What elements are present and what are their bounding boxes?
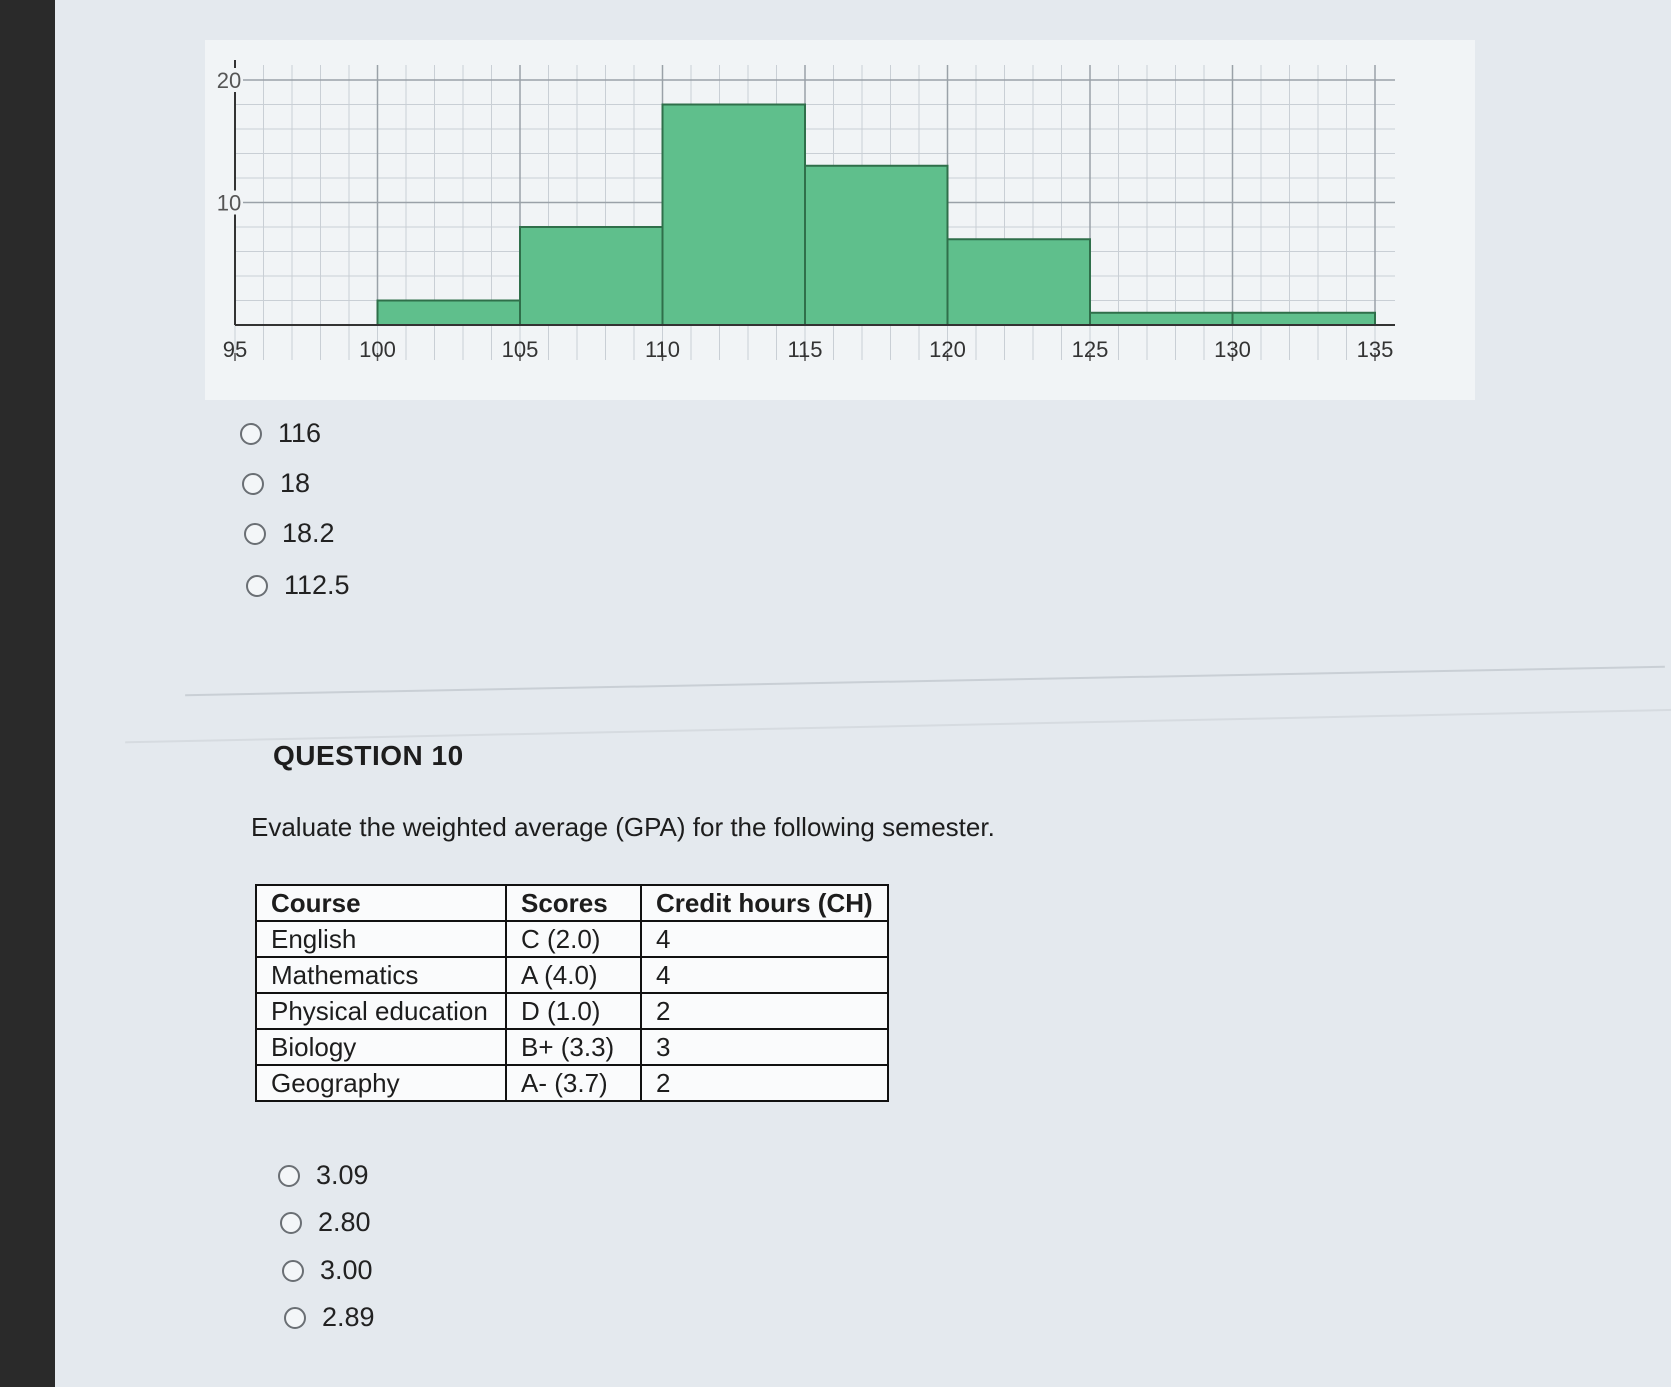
table-cell: 2: [641, 993, 888, 1029]
table-cell: D (1.0): [506, 993, 641, 1029]
radio-button[interactable]: [284, 1307, 306, 1329]
q10-option-1[interactable]: [278, 1160, 369, 1191]
x-tick-label: 100: [359, 337, 396, 362]
histogram-bar: [520, 227, 663, 325]
option-label: 116: [278, 418, 322, 448]
option-label: 18.2: [282, 518, 335, 548]
y-tick-label: 20: [216, 68, 242, 93]
option-label: 3.09: [316, 1160, 369, 1190]
column-header: Course: [256, 885, 506, 921]
x-tick-label: 115: [787, 337, 823, 362]
option-label: 18: [280, 468, 311, 498]
table-cell: Biology: [256, 1029, 506, 1065]
table-header-row: [256, 885, 888, 921]
table-cell: Physical education: [256, 993, 506, 1029]
table-cell: 2: [641, 1065, 888, 1101]
gpa-table: [255, 884, 889, 1102]
question-prompt: Evaluate the weighted average (GPA) for the following semester.: [251, 812, 995, 842]
histogram-bar: [1090, 313, 1233, 325]
x-tick-label: 105: [501, 337, 539, 362]
table-cell: C (2.0): [506, 921, 641, 957]
table-cell: B+ (3.3): [506, 1029, 641, 1065]
histogram-bar: [378, 301, 521, 326]
section-divider: [185, 666, 1665, 696]
x-tick-label: 125: [1071, 337, 1109, 362]
q9-option-4[interactable]: [246, 570, 350, 601]
q9-option-2[interactable]: [242, 468, 310, 499]
table-cell: 4: [641, 957, 888, 993]
table-cell: 3: [641, 1029, 888, 1065]
histogram-bar: [948, 239, 1091, 325]
option-label: 2.80: [318, 1207, 371, 1237]
table-cell: Mathematics: [256, 957, 506, 993]
column-header: Scores: [506, 885, 641, 921]
radio-button[interactable]: [282, 1260, 304, 1282]
q10-option-4[interactable]: [284, 1302, 375, 1333]
table-cell: Geography: [256, 1065, 506, 1101]
table-row: [256, 921, 888, 957]
radio-button[interactable]: [278, 1165, 300, 1187]
x-tick-label: 95: [222, 337, 248, 362]
q10-option-2[interactable]: [280, 1207, 371, 1238]
table-row: [256, 1029, 888, 1065]
histogram-svg: [205, 40, 1475, 400]
x-tick-label: 110: [644, 337, 681, 362]
radio-button[interactable]: [240, 423, 262, 445]
question-title: QUESTION 10: [273, 740, 464, 771]
quiz-page: [55, 0, 1671, 1387]
column-header: Credit hours (CH): [641, 885, 888, 921]
x-tick-label: 135: [1356, 337, 1394, 362]
option-label: 3.00: [320, 1255, 373, 1285]
table-cell: 4: [641, 921, 888, 957]
x-tick-label: 120: [929, 337, 966, 362]
histogram-bar: [805, 166, 948, 325]
q10-option-3[interactable]: [282, 1255, 373, 1286]
q9-option-1[interactable]: [240, 418, 321, 449]
histogram-chart: [205, 40, 1475, 400]
q9-option-3[interactable]: [244, 518, 335, 549]
table-cell: English: [256, 921, 506, 957]
question-divider: [125, 709, 1671, 744]
y-tick-label: 10: [216, 190, 242, 216]
x-tick-label: 130: [1214, 337, 1251, 362]
table-row: [256, 993, 888, 1029]
histogram-bar: [1233, 313, 1376, 325]
option-label: 2.89: [322, 1302, 375, 1332]
table-cell: A (4.0): [506, 957, 641, 993]
table-row: [256, 1065, 888, 1101]
radio-button[interactable]: [280, 1212, 302, 1234]
histogram-bar: [663, 105, 806, 326]
radio-button[interactable]: [244, 523, 266, 545]
radio-button[interactable]: [246, 575, 268, 597]
table-cell: A- (3.7): [506, 1065, 641, 1101]
table-row: [256, 957, 888, 993]
radio-button[interactable]: [242, 473, 264, 495]
option-label: 112.5: [284, 570, 350, 600]
